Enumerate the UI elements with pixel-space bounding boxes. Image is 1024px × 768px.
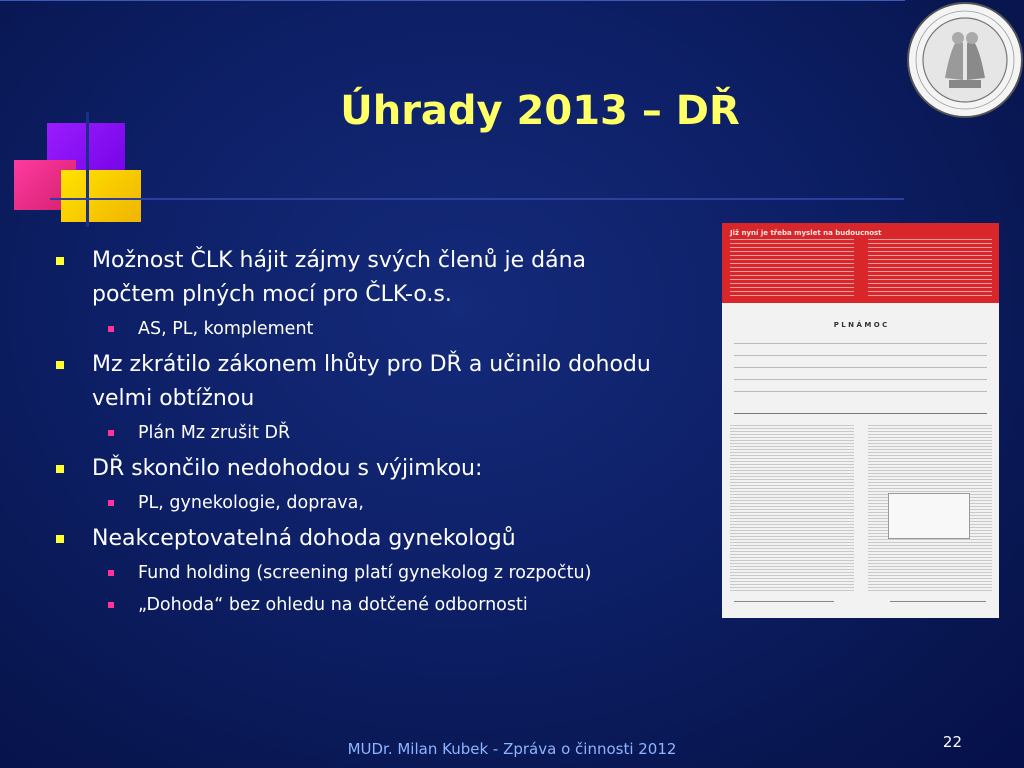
sub-bullet-marker bbox=[108, 430, 114, 436]
sub-bullet-item bbox=[56, 560, 666, 586]
sub-bullet-marker bbox=[108, 570, 114, 576]
sub-bullet-item bbox=[56, 316, 666, 342]
sub-bullet-marker bbox=[108, 500, 114, 506]
bullet-item bbox=[56, 244, 666, 312]
document-form-line bbox=[734, 367, 987, 368]
document-text-column bbox=[730, 423, 854, 593]
page-number: 22 bbox=[942, 733, 962, 751]
bullet-item bbox=[56, 452, 666, 486]
document-form-title: P L N Á M O C bbox=[833, 321, 888, 329]
document-text-block bbox=[868, 239, 992, 297]
document-form-line bbox=[734, 391, 987, 392]
power-of-attorney-document-image bbox=[722, 223, 999, 618]
bullet-marker bbox=[56, 535, 64, 543]
bullet-item bbox=[56, 348, 666, 416]
bullet-marker bbox=[56, 361, 64, 369]
sub-bullet-item bbox=[56, 420, 666, 446]
document-banner-title: Již nyní je třeba myslet na budoucnost bbox=[730, 229, 882, 237]
sub-bullet-text: Plán Mz zrušit DŘ bbox=[138, 423, 291, 443]
slide-footer: MUDr. Milan Kubek - Zpráva o činnosti 2012 bbox=[347, 740, 677, 758]
sub-bullet-text: „Dohoda“ bez ohledu na dotčené odbornosti bbox=[138, 595, 528, 615]
document-signature-line bbox=[734, 601, 834, 602]
sub-bullet-text: PL, gynekologie, doprava, bbox=[138, 493, 364, 513]
sub-bullet-marker bbox=[108, 602, 114, 608]
sub-bullet-text: Fund holding (screening platí gynekolog z rozpočtu) bbox=[138, 563, 592, 583]
document-signature-line bbox=[890, 601, 986, 602]
bullet-text: DŘ skončilo nedohodou s výjimkou: bbox=[92, 456, 483, 481]
bullet-list bbox=[56, 244, 666, 624]
document-divider bbox=[734, 413, 987, 414]
sub-bullet-marker bbox=[108, 326, 114, 332]
top-border-line bbox=[0, 0, 905, 1]
document-form-line bbox=[734, 355, 987, 356]
sub-bullet-item bbox=[56, 490, 666, 516]
bullet-text: Možnost ČLK hájit zájmy svých členů je dána počtem plných mocí pro ČLK-o.s. bbox=[92, 248, 587, 307]
bullet-marker bbox=[56, 257, 64, 265]
slide-title: Úhrady 2013 – DŘ bbox=[340, 88, 740, 134]
bullet-marker bbox=[56, 465, 64, 473]
sub-bullet-item bbox=[56, 592, 666, 618]
university-seal-icon bbox=[905, 0, 1024, 120]
sub-bullet-text: AS, PL, komplement bbox=[138, 319, 314, 339]
bullet-text: Mz zkrátilo zákonem lhůty pro DŘ a učinilo dohodu velmi obtížnou bbox=[92, 352, 651, 411]
document-form-line bbox=[734, 379, 987, 380]
bullet-text: Neakceptovatelná dohoda gynekologů bbox=[92, 526, 516, 551]
document-text-block bbox=[730, 239, 854, 297]
document-table bbox=[888, 493, 970, 539]
title-underline bbox=[50, 198, 904, 200]
decor-square-yellow bbox=[61, 170, 141, 222]
bullet-item bbox=[56, 522, 666, 556]
document-form-line bbox=[734, 343, 987, 344]
